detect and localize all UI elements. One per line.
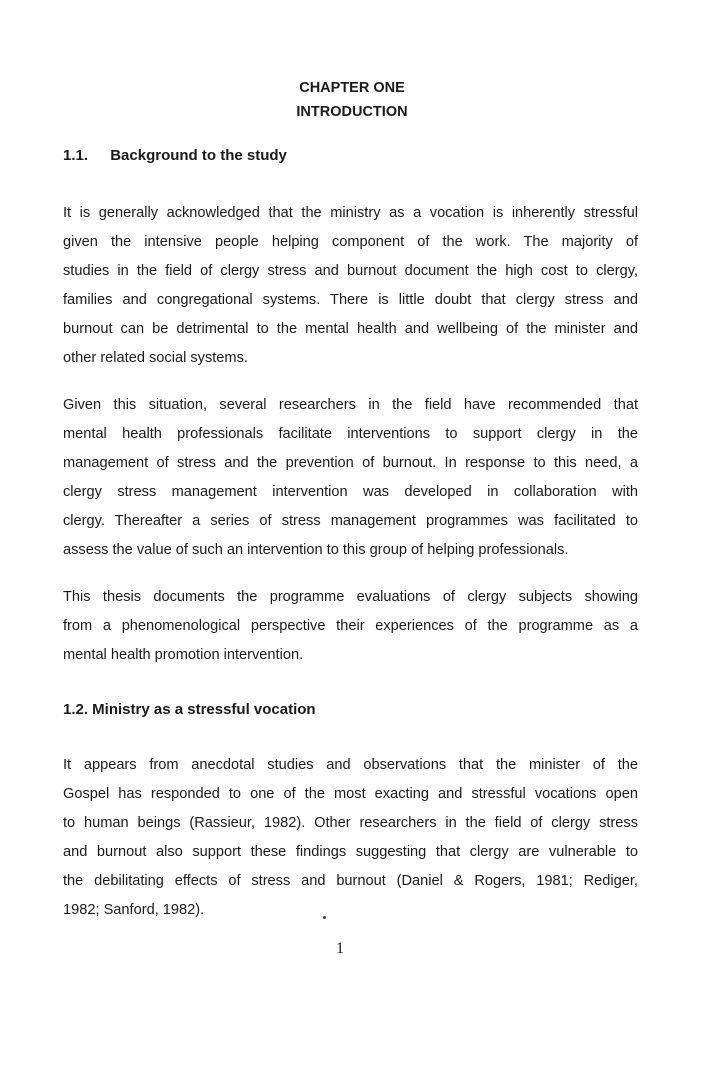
section-heading-1-2: 1.2. Ministry as a stressful vocation	[63, 701, 316, 718]
page-number: 1	[336, 940, 344, 957]
text-line: It appears from anecdotal studies and observations that the minister of the	[63, 757, 638, 773]
section-title: Background to the study	[110, 147, 287, 164]
chapter-label: CHAPTER ONE	[299, 80, 405, 96]
text-line: to human beings (Rassieur, 1982). Other researchers in the field of clergy stress	[63, 815, 638, 831]
text-line: Given this situation, several researchers in the field have recommended that	[63, 397, 638, 413]
paragraph	[63, 583, 638, 670]
text-line: the debilitating effects of stress and burnout (Daniel & Rogers, 1981; Rediger,	[63, 873, 638, 889]
paragraph	[63, 751, 638, 925]
scan-speck	[323, 916, 326, 919]
section-number: 1.1.	[63, 147, 89, 164]
text-line: clergy. Thereafter a series of stress management programmes was facilitated to	[63, 513, 638, 529]
text-line: mental health promotion intervention.	[63, 647, 304, 663]
text-line: families and congregational systems. There is little doubt that clergy stress and	[63, 292, 638, 308]
paragraph	[63, 199, 638, 373]
text-line: management of stress and the prevention of burnout. In response to this need, a	[63, 455, 638, 471]
text-line: It is generally acknowledged that the ministry as a vocation is inherently stressful	[63, 205, 638, 221]
text-line: burnout can be detrimental to the mental health and wellbeing of the minister and	[63, 321, 638, 337]
text-line: given the intensive people helping component of the work. The majority of	[63, 234, 638, 250]
text-line: from a phenomenological perspective their experiences of the programme as a	[63, 618, 638, 634]
text-line: and burnout also support these findings suggesting that clergy are vulnerable to	[63, 844, 638, 860]
text-line: mental health professionals facilitate interventions to support clergy in the	[63, 426, 638, 442]
text-line: Gospel has responded to one of the most exacting and stressful vocations open	[63, 786, 638, 802]
paragraph	[63, 391, 638, 565]
text-line: other related social systems.	[63, 350, 248, 366]
text-line: This thesis documents the programme evaluations of clergy subjects showing	[63, 589, 638, 605]
text-line: clergy stress management intervention was developed in collaboration with	[63, 484, 638, 500]
text-line: 1982; Sanford, 1982).	[63, 902, 205, 918]
text-line: assess the value of such an intervention to this group of helping professionals.	[63, 542, 569, 558]
section-heading-1-1	[63, 144, 287, 168]
chapter-title: INTRODUCTION	[296, 104, 408, 120]
text-line: studies in the field of clergy stress and burnout document the high cost to clergy,	[63, 263, 638, 279]
